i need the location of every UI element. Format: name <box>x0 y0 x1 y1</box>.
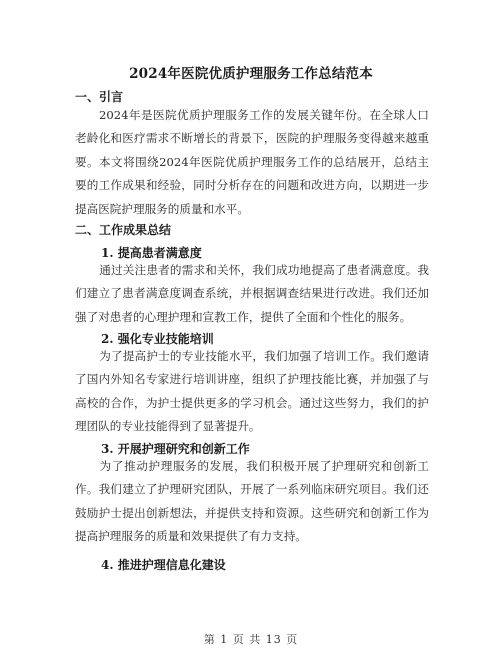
document-title: 2024年医院优质护理服务工作总结范本 <box>129 66 373 82</box>
introduction-paragraph <box>75 104 429 221</box>
satisfaction-paragraph <box>75 259 429 329</box>
introduction-text: 2024年是医院优质护理服务工作的发展关键年份。在全球人口老龄化和医疗需求不断增长的背景下，医院的护理服务变得越来越重要。本文将围绕2024年医院优质护理服务工作的总结展开，总结主要的工作成果和经验，同时分析存在的问题和改进方向，以期进一步提高医院护理服务的质量和水平。 <box>75 108 429 216</box>
research-text: 为了推动护理服务的发展，我们积极开展了护理研究和创新工作。我们建立了护理研究团队，开展了一系列临床研究项目。我们还鼓励护士提出创新想法，并提供支持和资源。这些研究和创新工作为提高护理服务的质量和效果提供了有力支持。 <box>75 459 429 544</box>
section-heading-introduction: 一、引言 <box>75 90 124 104</box>
satisfaction-text: 通过关注患者的需求和关怀，我们成功地提高了患者满意度。我们建立了患者满意度调查系统，并根据调查结果进行改进。我们还加强了对患者的心理护理和宣教工作，提供了全面和个性化的服务。 <box>75 263 429 324</box>
section-heading-achievements: 二、工作成果总结 <box>75 223 172 237</box>
page-footer: 第 1 页 共 13 页 <box>203 633 299 646</box>
subsection-heading-research: 3. 开展护理研究和创新工作 <box>101 442 250 456</box>
research-paragraph <box>75 455 429 549</box>
subsection-heading-satisfaction: 1. 提高患者满意度 <box>101 246 202 260</box>
subsection-heading-informatization: 4. 推进护理信息化建设 <box>101 558 226 572</box>
training-paragraph <box>75 345 429 439</box>
training-text: 为了提高护士的专业技能水平，我们加强了培训工作。我们邀请了国内外知名专家进行培训讲座，组织了护理技能比赛，并加强了与高校的合作，为护士提供更多的学习机会。通过这些努力，我们的护理团队的专业技能得到了显著提升。 <box>75 349 429 434</box>
subsection-heading-training: 2. 强化专业技能培训 <box>101 332 214 346</box>
